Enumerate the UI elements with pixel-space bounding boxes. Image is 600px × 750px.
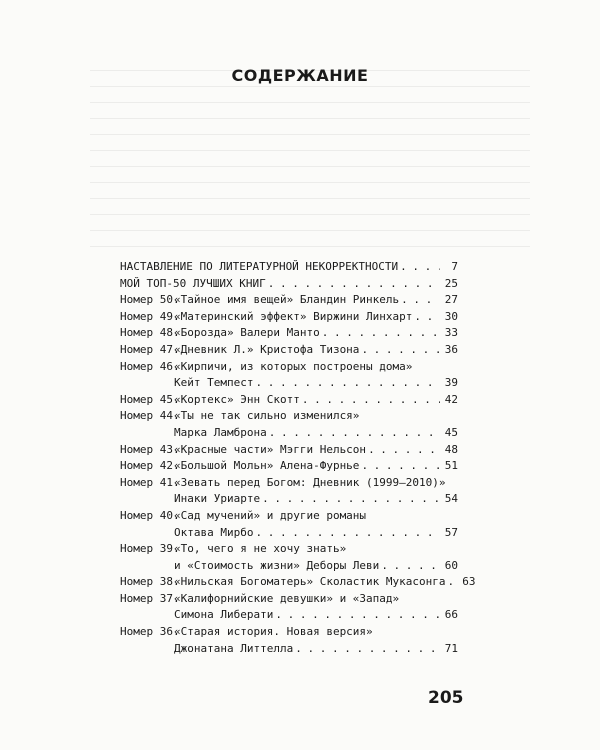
toc-entry xyxy=(120,342,458,359)
toc-entry xyxy=(120,309,458,326)
toc-page-number: 66 xyxy=(444,608,458,622)
toc-entry-text: «Сад мучений» и другие романы xyxy=(174,508,367,522)
toc-entry-number: Номер 42. xyxy=(120,459,180,473)
toc-entry xyxy=(120,624,458,657)
toc-entry-number: Номер 47. xyxy=(120,342,180,356)
toc-entry xyxy=(120,541,458,574)
toc-entry-number: Номер 38. xyxy=(120,575,180,589)
toc-entry xyxy=(120,475,458,508)
toc-page-number: 45 xyxy=(444,425,458,439)
toc-entry xyxy=(120,292,458,309)
toc-entry-text: НАСТАВЛЕНИЕ ПО ЛИТЕРАТУРНОЙ НЕКОРРЕКТНОСТИ xyxy=(120,260,399,273)
toc-entry-number: Номер 40. xyxy=(120,508,180,522)
dot-leader xyxy=(414,309,440,326)
toc-entry-text: «Большой Мольн» Алена-Фурнье xyxy=(174,459,360,473)
toc-entry-number: Номер 49. xyxy=(120,309,180,323)
toc-entry xyxy=(120,458,458,475)
dot-leader xyxy=(400,259,440,276)
page-number: 205 xyxy=(428,688,464,708)
toc-entry-text: «Зевать перед Богом: Дневник (1999–2010)» xyxy=(174,475,446,489)
dot-leader xyxy=(255,525,440,542)
toc-entry-number: Номер 43. xyxy=(120,442,180,456)
toc-entry-text: «Нильская Богоматерь» Сколастик Мукасонга xyxy=(174,575,446,589)
dot-leader xyxy=(255,375,440,392)
toc-page-number: 25 xyxy=(444,276,458,290)
toc-entry-text: и «Стоимость жизни» Деборы Леви xyxy=(174,558,380,572)
dot-leader xyxy=(268,276,440,293)
toc-page-number: 39 xyxy=(444,376,458,390)
toc-entry xyxy=(120,359,458,392)
toc-entry-text: Инаки Уриарте xyxy=(174,492,261,506)
reverse-side-bleed xyxy=(90,60,530,260)
dot-leader xyxy=(361,342,440,359)
toc-entry-text: «Дневник Л.» Кристофа Тизона xyxy=(174,342,360,356)
toc-page-number: 33 xyxy=(444,326,458,340)
toc-top-entry xyxy=(120,259,458,276)
toc-entry-text: МОЙ ТОП-50 ЛУЧШИХ КНИГ xyxy=(120,276,266,290)
toc-entry-number: Номер 36. xyxy=(120,625,180,639)
toc-entry-number: Номер 44. xyxy=(120,409,180,423)
toc-entry xyxy=(120,408,458,441)
toc-entry-text: Джонатана Литтелла xyxy=(174,641,294,655)
dot-leader xyxy=(361,458,440,475)
toc-page-number: 7 xyxy=(451,260,458,273)
dot-leader xyxy=(448,574,458,591)
toc-entry-text: «Кортекс» Энн Скотт xyxy=(174,392,300,406)
toc-page-number: 60 xyxy=(444,558,458,572)
dot-leader xyxy=(262,491,440,508)
toc-entry xyxy=(120,325,458,342)
toc-entry-number: Номер 48. xyxy=(120,326,180,340)
toc-entry-text: «Красные части» Мэгги Нельсон xyxy=(174,442,367,456)
toc-page-number: 63 xyxy=(462,575,476,589)
toc-entry-text: Кейт Темпест xyxy=(174,376,254,390)
page-title: СОДЕРЖАНИЕ xyxy=(231,66,369,85)
toc-entry-number: Номер 37. xyxy=(120,591,180,605)
toc-top-entry xyxy=(120,276,458,293)
toc-entry-text: Октава Мирбо xyxy=(174,525,254,539)
toc-entry-text: «Кирпичи, из которых построены дома» xyxy=(174,359,413,373)
dot-leader xyxy=(295,641,440,658)
toc-page-number: 54 xyxy=(444,492,458,506)
table-of-contents xyxy=(120,259,476,657)
toc-entry xyxy=(120,392,458,409)
toc-entry-text: «Старая история. Новая версия» xyxy=(174,625,373,639)
toc-page-number: 36 xyxy=(444,342,458,356)
dot-leader xyxy=(269,425,440,442)
toc-entry-number: Номер 41. xyxy=(120,475,180,489)
toc-entry-number: Номер 50. xyxy=(120,293,180,307)
toc-entry-text: «Тайное имя вещей» Бландин Ринкель xyxy=(174,293,400,307)
toc-entry-text: «Материнский эффект» Виржини Линхарт xyxy=(174,309,413,323)
toc-entry-text: «Калифорнийские девушки» и «Запад» xyxy=(174,591,400,605)
dot-leader xyxy=(381,558,440,575)
toc-entry-text: Марка Ламброна xyxy=(174,425,267,439)
toc-page-number: 30 xyxy=(444,309,458,323)
toc-page-number: 51 xyxy=(444,459,458,473)
toc-entry xyxy=(120,591,458,624)
toc-page-number: 57 xyxy=(444,525,458,539)
toc-entry-text: «То, чего я не хочу знать» xyxy=(174,542,347,556)
toc-page-number: 27 xyxy=(444,293,458,307)
toc-page-number: 71 xyxy=(444,641,458,655)
toc-entry xyxy=(120,508,458,541)
dot-leader xyxy=(368,442,440,459)
toc-entry-number: Номер 46. xyxy=(120,359,180,373)
dot-leader xyxy=(275,607,440,624)
dot-leader xyxy=(401,292,440,309)
toc-page-number: 48 xyxy=(444,442,458,456)
dot-leader xyxy=(322,325,440,342)
toc-entries xyxy=(120,292,476,657)
toc-entry-number: Номер 39. xyxy=(120,542,180,556)
toc-entry-number: Номер 45. xyxy=(120,392,180,406)
toc-entry xyxy=(120,574,476,591)
toc-entry-text: «Борозда» Валери Манто xyxy=(174,326,320,340)
toc-entry-text: Симона Либерати xyxy=(174,608,274,622)
toc-entry xyxy=(120,442,458,459)
toc-entry-text: «Ты не так сильно изменился» xyxy=(174,409,360,423)
toc-page-number: 42 xyxy=(444,392,458,406)
dot-leader xyxy=(302,392,440,409)
